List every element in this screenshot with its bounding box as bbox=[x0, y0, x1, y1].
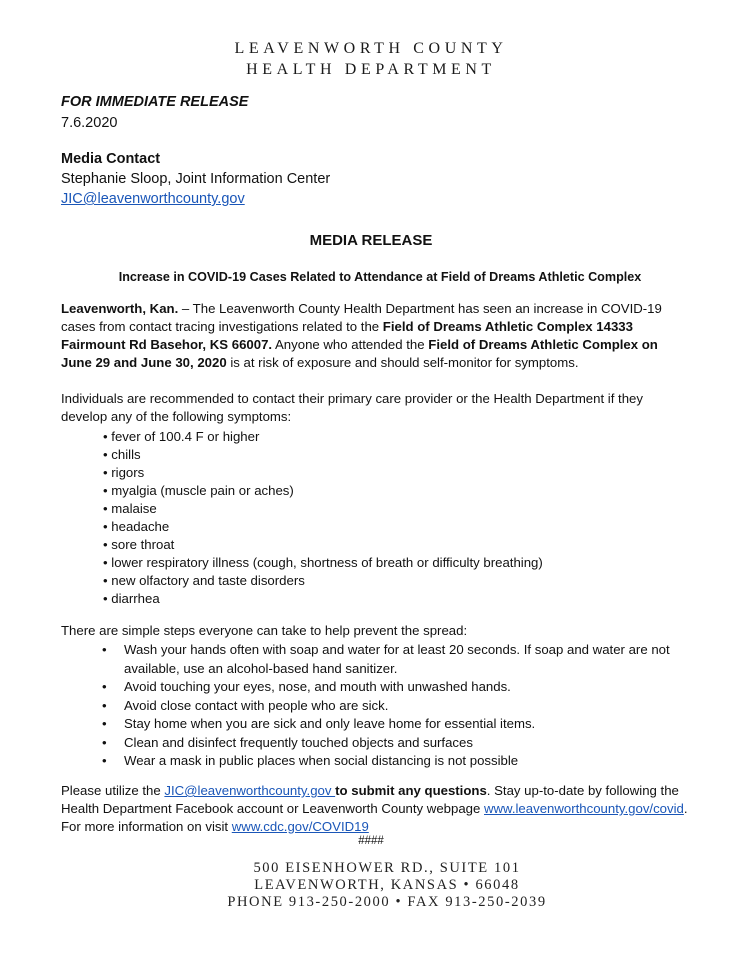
list-item: • myalgia (muscle pain or aches) bbox=[103, 483, 294, 498]
county-covid-link[interactable]: www.leavenworthcounty.gov/covid bbox=[484, 801, 684, 816]
event-location: Field of Dreams Athletic Complex 14333 Fairmount Rd Basehor, KS 66007. bbox=[61, 319, 633, 352]
list-item: • lower respiratory illness (cough, shortness of breath or difficulty breathing) bbox=[103, 555, 543, 570]
release-date: 7.6.2020 bbox=[61, 115, 118, 131]
list-item: • diarrhea bbox=[103, 591, 160, 606]
steps-list bbox=[61, 641, 703, 771]
media-contact-heading: Media Contact bbox=[61, 151, 161, 167]
list-item: • Clean and disinfect frequently touched objects and surfaces bbox=[102, 734, 473, 750]
list-item: • malaise bbox=[103, 501, 157, 516]
dateline: Leavenworth, Kan. bbox=[61, 301, 179, 316]
list-item: • Avoid touching your eyes, nose, and mouth with unwashed hands. bbox=[102, 679, 511, 694]
list-item: • Wash your hands often with soap and water for at least 20 seconds. If soap and water are not available, use an alcohol-based hand sanitizer. bbox=[102, 642, 670, 676]
symptoms-intro: Individuals are recommended to contact their primary care provider or the Health Department if they develop any of the following symptoms: bbox=[61, 391, 643, 424]
list-item: • Stay home when you are sick and only leave home for essential items. bbox=[102, 716, 536, 731]
contact-name: Stephanie Sloop, Joint Information Center bbox=[61, 171, 331, 187]
list-item: • Wear a mask in public places when social distancing is not possible bbox=[102, 753, 519, 768]
list-item: • chills bbox=[103, 447, 141, 462]
list-item: • Avoid close contact with people who are sick. bbox=[102, 697, 389, 713]
list-item: • rigors bbox=[103, 465, 145, 480]
footer-address-line-2: LEAVENWORTH, KANSAS • 66048 bbox=[254, 877, 520, 893]
list-item: • fever of 100.4 F or higher bbox=[103, 429, 260, 444]
steps-intro: There are simple steps everyone can take to help prevent the spread: bbox=[61, 623, 468, 638]
letterhead-line-1: LEAVENWORTH COUNTY bbox=[234, 40, 508, 57]
event-dates: Field of Dreams Athletic Complex on June 29 and June 30, 2020 bbox=[61, 337, 658, 370]
end-mark: #### bbox=[358, 835, 384, 847]
letterhead-line-2: HEALTH DEPARTMENT bbox=[246, 61, 496, 78]
footer-phone-fax: PHONE 913-250-2000 • FAX 913-250-2039 bbox=[227, 894, 547, 910]
footer-address-line-1: 500 EISENHOWER RD., SUITE 101 bbox=[253, 860, 521, 876]
symptoms-list bbox=[103, 428, 543, 608]
list-item: • sore throat bbox=[103, 537, 175, 552]
cdc-covid-link[interactable]: www.cdc.gov/COVID19 bbox=[231, 819, 369, 834]
email-link[interactable]: JIC@leavenworthcounty.gov bbox=[164, 783, 336, 798]
list-item: • headache bbox=[103, 519, 170, 534]
contact-email-link[interactable]: JIC@leavenworthcounty.gov bbox=[61, 191, 245, 207]
closing-paragraph: Please utilize the JIC@leavenworthcounty.gov to submit any questions. Stay up-to-date by following the Health Department Facebook account or Leavenworth County webpage www.leavenworthcounty.gov/covid. For more information on visit www.cdc.gov/COVID19 bbox=[61, 783, 688, 834]
release-subtitle: Increase in COVID-19 Cases Related to Attendance at Field of Dreams Athletic Complex bbox=[118, 270, 642, 284]
page-title: MEDIA RELEASE bbox=[309, 232, 433, 249]
intro-paragraph: Leavenworth, Kan. – The Leavenworth County Health Department has seen an increase in COVID-19 cases from contact tracing investigations related to the Field of Dreams Athletic Complex 14333 Fairmount Rd Basehor, KS 66007. Anyone who attended the Field of Dreams Athletic Complex on June 29 and June 30, 2020 is at risk of exposure and should self-monitor for symptoms. bbox=[61, 301, 662, 370]
list-item: • new olfactory and taste disorders bbox=[103, 573, 305, 588]
release-label: FOR IMMEDIATE RELEASE bbox=[61, 94, 249, 110]
